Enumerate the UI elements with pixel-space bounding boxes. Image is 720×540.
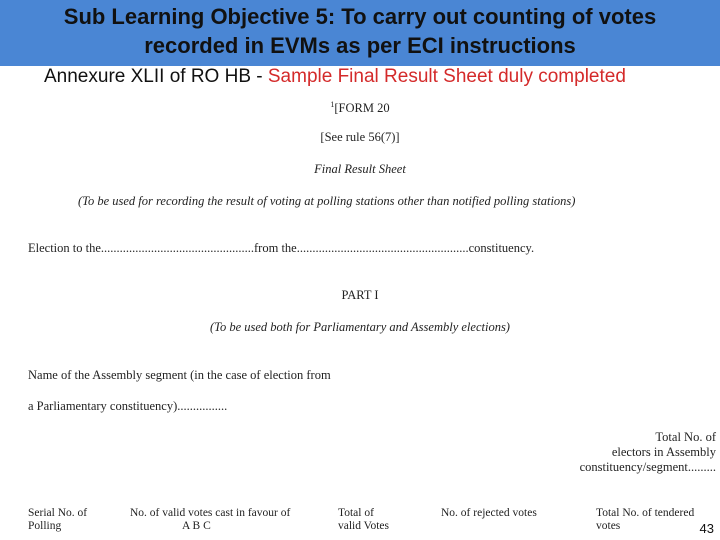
footnote-mark: 1 <box>330 100 335 109</box>
part-heading: PART I <box>341 288 379 302</box>
election-line: Election to the.................................................from the.......................................................constituency. <box>28 241 535 255</box>
slide-title-line-2: recorded in EVMs as per ECI instructions <box>144 33 576 58</box>
slide-subtitle <box>44 64 626 90</box>
column-total-valid: Total of valid Votes <box>338 507 390 532</box>
rule-reference: [See rule 56(7)] <box>320 130 400 144</box>
column-tendered: Total No. of tendered votes <box>596 507 695 532</box>
segment-line-1: Name of the Assembly segment (in the case of election from <box>28 368 331 382</box>
subtitle-highlight: Sample Final Result Sheet duly completed <box>267 66 626 87</box>
segment-line-2: a Parliamentary constituency)................ <box>28 399 228 413</box>
electors-total <box>580 430 716 475</box>
column-valid-votes: No. of valid votes cast in favour of A B C <box>130 507 291 532</box>
form-name: $^1$[FORM 20 <box>330 100 390 116</box>
slide-title <box>0 2 720 60</box>
part-note: (To be used both for Parliamentary and Assembly elections) <box>210 320 510 334</box>
electors-line-1: Total No. of <box>655 430 716 444</box>
column-serial: Serial No. of Polling <box>28 507 88 532</box>
electors-line-2: electors in Assembly <box>611 445 716 459</box>
sheet-title: Final Result Sheet <box>314 162 406 176</box>
subtitle-prefix: Annexure XLII of RO HB - <box>44 66 268 87</box>
electors-line-3: constituency/segment......... <box>579 460 716 474</box>
usage-note: (To be used for recording the result of voting at polling stations other than notified polling stations) <box>78 194 576 208</box>
page-number: 43 <box>699 521 714 536</box>
slide-title-line-1: Sub Learning Objective 5: To carry out counting of votes <box>63 4 657 29</box>
column-rejected: No. of rejected votes <box>441 507 537 519</box>
